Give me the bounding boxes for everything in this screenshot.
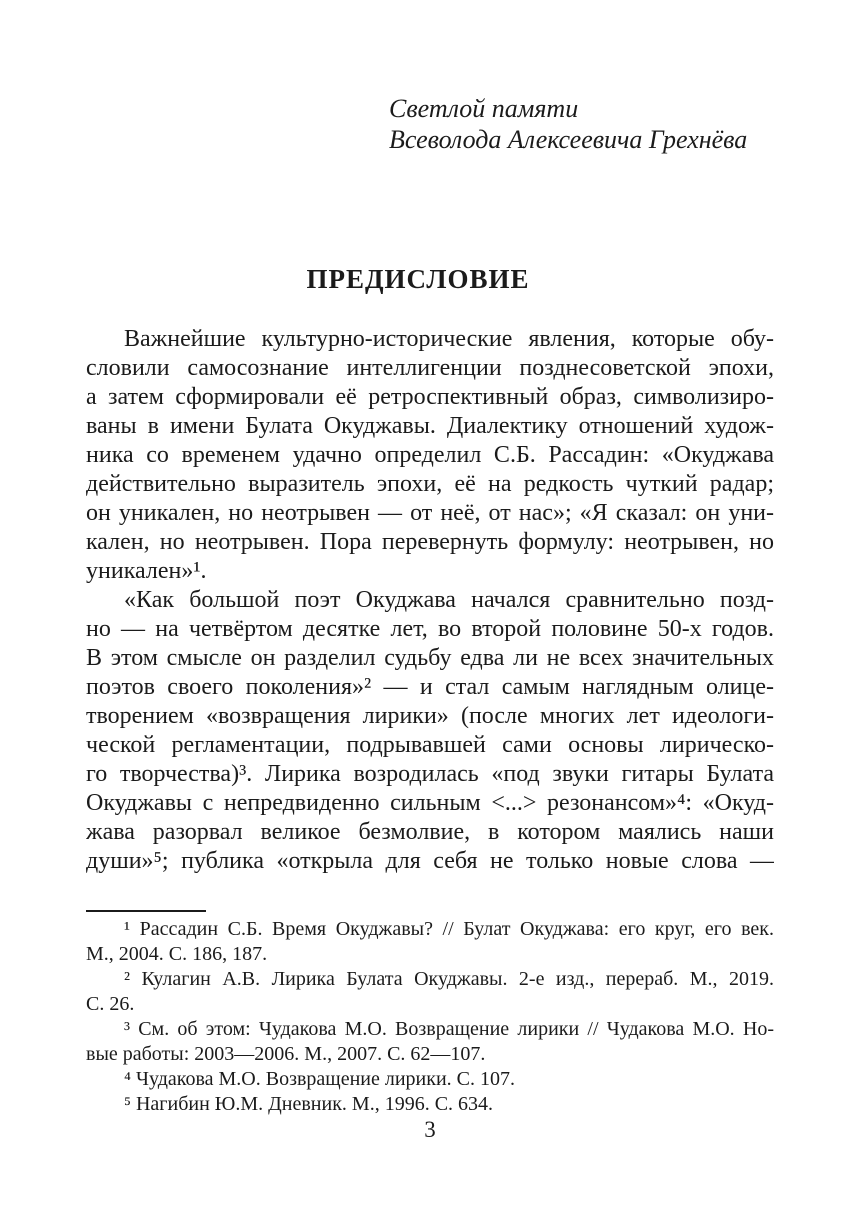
text-line: вые работы: 2003—2006. М., 2007. С. 62—107.	[86, 1043, 486, 1065]
text-line: ³ См. об этом: Чудакова М.О. Возвращение лирики // Чудакова М.О. Но-	[124, 1018, 774, 1040]
text-line: С. 26.	[86, 993, 135, 1015]
text-line: ника со временем удачно определил С.Б. Рассадин: «Окуджава	[86, 442, 774, 468]
text-line: ¹ Рассадин С.Б. Время Окуджавы? // Булат Окуджава: его круг, его век.	[124, 918, 774, 940]
text-line: ⁴ Чудакова М.О. Возвращение лирики. С. 107.	[124, 1068, 516, 1090]
footnote-2	[86, 967, 774, 1017]
text-line: поэтов своего поколения»² — и стал самым наглядным олице-	[86, 674, 774, 700]
footnotes	[86, 917, 774, 1117]
footnote-4	[86, 1067, 774, 1092]
text-line: а затем сформировали её ретроспективный образ, символизиро-	[86, 384, 774, 410]
text-line: ² Кулагин А.В. Лирика Булата Окуджавы. 2-е изд., перераб. М., 2019.	[124, 968, 774, 990]
text-line: уникален»¹.	[86, 558, 207, 584]
text-line: В этом смысле он разделил судьбу едва ли не всех значительных	[86, 645, 774, 671]
text-line: он уникален, но неотрывен — от неё, от нас»; «Я сказал: он уни-	[86, 500, 774, 526]
footnote-5	[86, 1092, 774, 1117]
dedication	[389, 93, 747, 155]
page-number: 3	[424, 1117, 436, 1142]
text-line: но — на четвёртом десятке лет, во второй половине 50-х годов.	[86, 616, 774, 642]
text-line: ческой регламентации, подрывавшей сами основы лирическо-	[86, 732, 774, 758]
chapter-heading: ПРЕДИСЛОВИЕ	[306, 264, 530, 294]
text-line: кален, но неотрывен. Пора перевернуть формулу: неотрывен, но	[86, 529, 774, 555]
text-line: го творчества)³. Лирика возродилась «под звуки гитары Булата	[86, 761, 774, 787]
paragraph-1	[86, 325, 774, 586]
paragraph-2	[86, 586, 774, 876]
footnote-separator	[86, 910, 206, 912]
text-line: ⁵ Нагибин Ю.М. Дневник. М., 1996. С. 634.	[124, 1093, 494, 1115]
text-line: Важнейшие культурно-исторические явления, которые обу-	[124, 326, 774, 352]
text-line: действительно выразитель эпохи, её на редкость чуткий радар;	[86, 471, 774, 497]
text-line: жава разорвал великое безмолвие, в котором маялись наши	[86, 819, 774, 845]
text-line: Всеволода Алексеевича Грехнёва	[389, 125, 748, 154]
body-text	[86, 325, 774, 876]
text-line: творением «возвращения лирики» (после многих лет идеологи-	[86, 703, 774, 729]
text-line: Окуджавы с непредвиденно сильным <...> резонансом»⁴: «Окуд-	[86, 790, 774, 816]
text-line: души»⁵; публика «открыла для себя не только новые слова —	[86, 848, 774, 874]
text-line: «Как большой поэт Окуджава начался сравнительно позд-	[124, 587, 774, 613]
footnote-3	[86, 1017, 774, 1067]
text-line: Светлой памяти	[389, 94, 579, 123]
text-line: М., 2004. С. 186, 187.	[86, 943, 268, 965]
text-line: словили самосознание интеллигенции позднесоветской эпохи,	[86, 355, 774, 381]
text-line: ваны в имени Булата Окуджавы. Диалектику отношений худож-	[86, 413, 774, 439]
footnote-1	[86, 917, 774, 967]
